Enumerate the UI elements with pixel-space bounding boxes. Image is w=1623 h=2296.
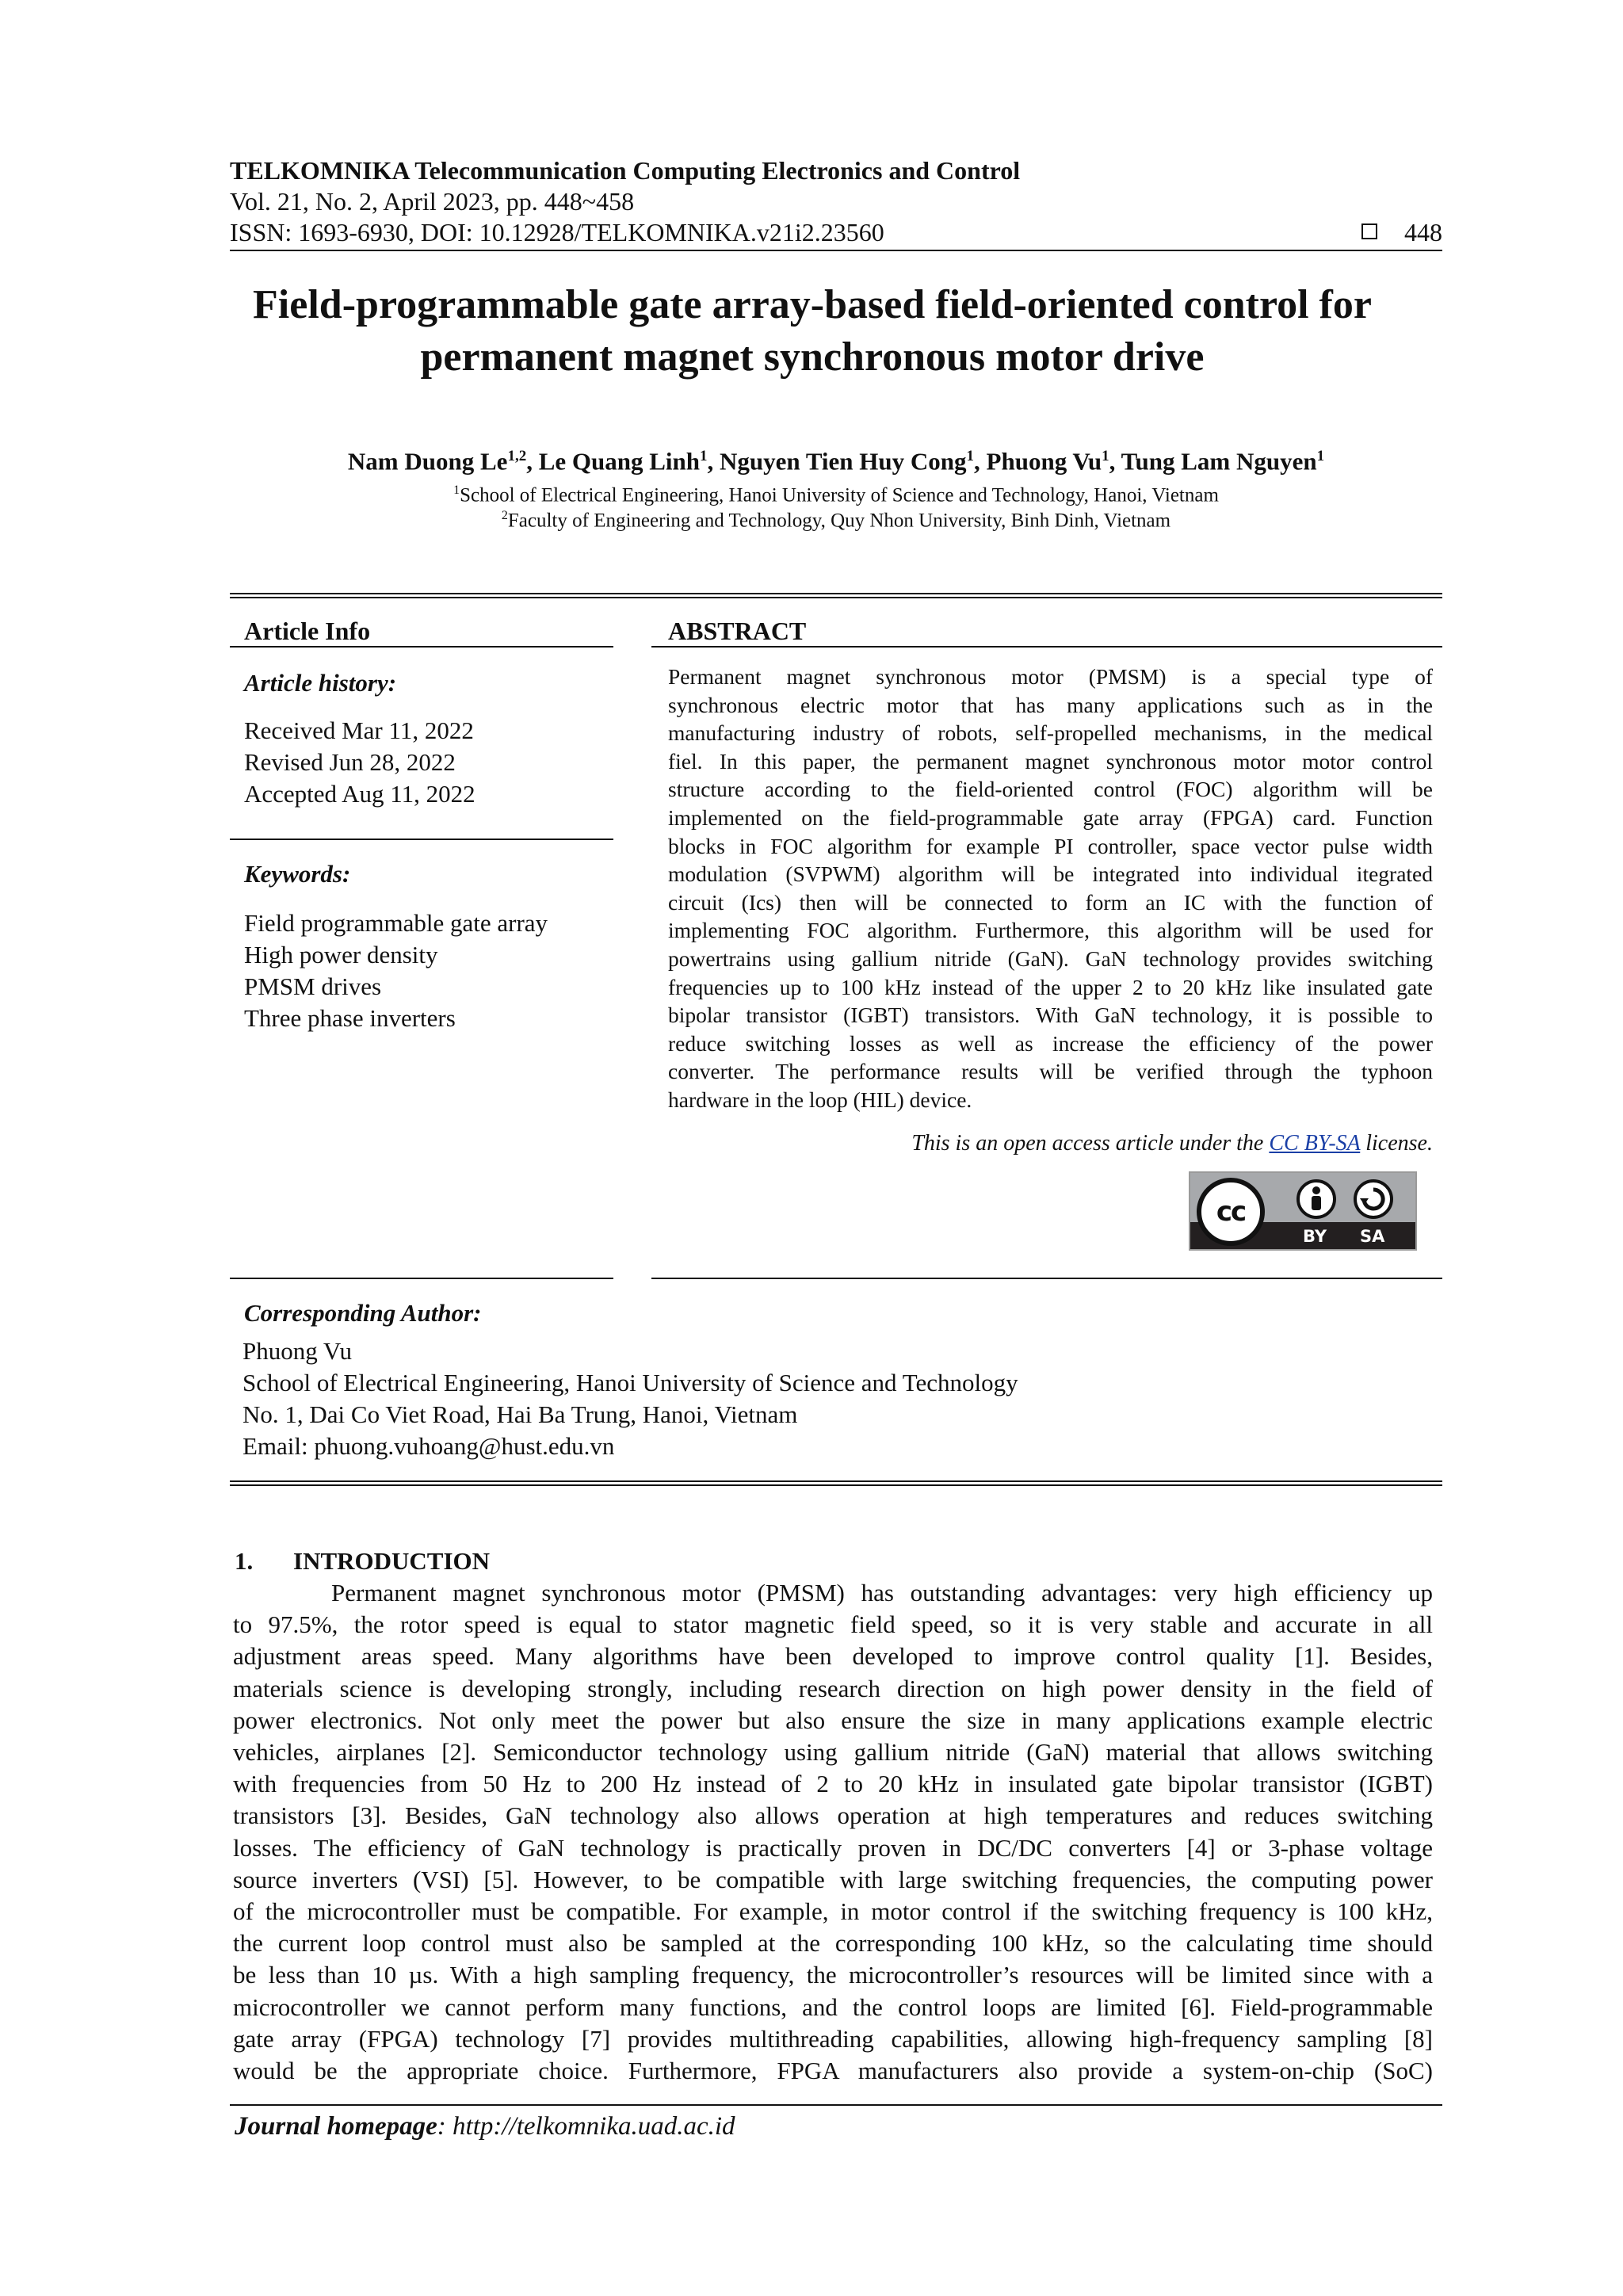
paragraph-line: with frequencies from 50 Hz to 200 Hz instead of 2 to 20 kHz in insulated gate bipolar transistor (IGBT) (233, 1770, 1433, 1798)
keywords-list (244, 907, 548, 1034)
paragraph-line: would be the appropriate choice. Furthermore, FPGA manufacturers also provide a system-on-chip (SoC) (233, 2057, 1433, 2085)
paper-title (182, 279, 1442, 384)
affiliation (230, 503, 1442, 533)
paragraph-line: to 97.5%, the rotor speed is equal to stator magnetic field speed, so it is very stable and accurate in all (233, 1610, 1433, 1639)
abstract-line: implemented on the field-programmable gate array (FPGA) card. Function (668, 804, 1433, 830)
author-affiliation-marker: 1 (966, 448, 975, 464)
corresponding-rule-2 (230, 1484, 1442, 1486)
title-line: permanent magnet synchronous motor drive (420, 334, 1205, 380)
abstract-bottom-rule (651, 1278, 1442, 1279)
section-title: INTRODUCTION (293, 1547, 491, 1575)
cc-by-sa-link[interactable]: CC BY-SA (1269, 1131, 1361, 1156)
author-list (230, 441, 1442, 477)
corresponding-details (242, 1335, 1018, 1462)
keyword: Three phase inverters (244, 1004, 456, 1032)
open-access-note (668, 1129, 1433, 1158)
author-separator: , (974, 447, 987, 476)
open-access-text: This is an open access article under the (911, 1131, 1270, 1156)
affiliation-marker: 1 (453, 483, 460, 497)
abstract-line: modulation (SVPWM) algorithm will be integrated into individual itegrated (668, 861, 1433, 887)
corresponding-line: Email: phuong.vuhoang@hust.edu.vn (242, 1432, 615, 1460)
paragraph-line: power electronics. Not only meet the power but also ensure the size in many applications example electric (233, 1706, 1433, 1734)
abstract-text (668, 663, 1433, 1114)
author-name: Nguyen Tien Huy Cong (720, 447, 967, 476)
corresponding-rule (230, 1480, 1442, 1482)
cc-icon: cc (1197, 1178, 1265, 1246)
title-line: Field-programmable gate array-based field-oriented control for (253, 282, 1372, 327)
author-separator: , (707, 447, 720, 476)
journal-homepage (235, 2110, 735, 2143)
abstract-line: converter. The performance results will be verified through the typhoon (668, 1059, 1433, 1084)
abstract-line: hardware in the loop (HIL) device. (668, 1087, 972, 1112)
introduction-body (233, 1577, 1433, 2087)
paragraph-line: be less than 10 µs. With a high sampling frequency, the microcontroller’s resources will be limited since with a (233, 1961, 1433, 1989)
author-affiliation-marker: 1,2 (507, 448, 527, 464)
page-number: 448 (1404, 218, 1442, 246)
paragraph-line: gate array (FPGA) technology [7] provides multithreading capabilities, allowing high-frequency sampling [8] (233, 2024, 1433, 2053)
paragraph-line: source inverters (VSI) [5]. However, to be compatible with large switching frequencies, the computing power (233, 1865, 1433, 1893)
abstract-line: structure according to the field-oriented control (FOC) algorithm will be (668, 777, 1433, 802)
info-top-rule-2 (230, 597, 1442, 598)
paragraph-line: of the microcontroller must be compatible. For example, in motor control if the switching frequency is 100 kHz, (233, 1897, 1433, 1926)
history-entry: Received Mar 11, 2022 (244, 716, 474, 744)
paragraph-line: adjustment areas speed. Many algorithms have been developed to improve control quality [1]. Besides, (233, 1642, 1433, 1671)
history-entry: Revised Jun 28, 2022 (244, 748, 456, 776)
corresponding-line: Phuong Vu (242, 1337, 352, 1365)
header-rule (230, 250, 1442, 251)
paragraph-line: losses. The efficiency of GaN technology is practically proven in DC/DC converters [4] or 3-phase voltage (233, 1833, 1433, 1862)
author-name: Le Quang Linh (538, 447, 700, 476)
article-history-list (244, 715, 475, 810)
abstract-line: synchronous electric motor that has many applications such as in the (668, 692, 1433, 717)
keywords-heading: Keywords: (244, 860, 351, 888)
section-heading-introduction (235, 1545, 490, 1577)
author-name: Tung Lam Nguyen (1121, 447, 1317, 476)
abstract-line: manufacturing industry of robots, self-propelled mechanisms, in the medical (668, 720, 1433, 746)
homepage-url[interactable]: http://telkomnika.uad.ac.id (453, 2112, 735, 2141)
corresponding-line: School of Electrical Engineering, Hanoi University of Science and Technology (242, 1369, 1018, 1396)
article-info-bottom-rule (230, 1278, 613, 1279)
history-rule (230, 839, 613, 840)
history-entry: Accepted Aug 11, 2022 (244, 780, 475, 808)
paragraph-line: materials science is developing strongly, including research direction on high power density in the field of (233, 1674, 1433, 1702)
badge-by-label: BY (1303, 1227, 1327, 1246)
author-affiliation-marker: 1 (1102, 448, 1109, 464)
abstract-line: powertrains using gallium nitride (GaN). GaN technology provides switching (668, 946, 1433, 971)
abstract-line: bipolar transistor (IGBT) transistors. With GaN technology, it is possible to (668, 1003, 1433, 1028)
affiliation-marker: 2 (501, 509, 508, 522)
paragraph-line: the current loop control must also be sampled at the corresponding 100 kHz, so the calculating time should (233, 1929, 1433, 1958)
paragraph-line: microcontroller we cannot perform many functions, and the control loops are limited [6]. Field-programmable (233, 1992, 1433, 2021)
homepage-sep: : (437, 2112, 453, 2141)
share-alike-icon (1354, 1179, 1393, 1219)
affiliation-text: Faculty of Engineering and Technology, Quy Nhon University, Binh Dinh, Vietnam (507, 510, 1171, 532)
abstract-line: fiel. In this paper, the permanent magnet synchronous motor motor control (668, 748, 1433, 774)
square-bullet-icon (1361, 223, 1377, 239)
author-separator: , (1109, 447, 1121, 476)
abstract-line: reduce switching losses as well as increase the efficiency of the power (668, 1030, 1433, 1056)
keyword: PMSM drives (244, 972, 382, 1000)
footer-rule (230, 2104, 1442, 2106)
homepage-label: Journal homepage (235, 2112, 437, 2141)
affiliation-text: School of Electrical Engineering, Hanoi University of Science and Technology, Hanoi, Vietnam (460, 484, 1219, 506)
journal-header (230, 155, 1442, 248)
corresponding-line: No. 1, Dai Co Viet Road, Hai Ba Trung, Hanoi, Vietnam (242, 1400, 798, 1428)
author-affiliation-marker: 1 (700, 448, 708, 464)
badge-sa-label: SA (1360, 1227, 1385, 1246)
abstract-line: frequencies up to 100 kHz instead of the upper 2 to 20 kHz like insulated gate (668, 974, 1433, 999)
open-access-text: license. (1360, 1131, 1433, 1156)
article-info-rule (230, 646, 613, 648)
paragraph-line: transistors [3]. Besides, GaN technology also allows operation at high temperatures and reduces switching (233, 1801, 1433, 1830)
info-top-rule (230, 593, 1442, 594)
section-number: 1. (235, 1547, 254, 1575)
abstract-line: blocks in FOC algorithm for example PI controller, space vector pulse width (668, 833, 1433, 858)
keyword: High power density (244, 941, 438, 968)
article-history-heading: Article history: (244, 669, 397, 697)
author-affiliation-marker: 1 (1316, 448, 1325, 464)
abstract-heading: ABSTRACT (668, 617, 807, 645)
journal-name: TELKOMNIKA Telecommunication Computing Electronics and Control (230, 156, 1021, 185)
paragraph-line: Permanent magnet synchronous motor (PMSM) has outstanding advantages: very high efficiency up (331, 1579, 1433, 1606)
author-separator: , (526, 447, 539, 476)
keyword: Field programmable gate array (244, 909, 548, 937)
paragraph-line: vehicles, airplanes [2]. Semiconductor technology using gallium nitride (GaN) material that allows switching (233, 1738, 1433, 1767)
article-info-heading: Article Info (244, 617, 371, 645)
abstract-line: Permanent magnet synchronous motor (PMSM) is a special type of (668, 664, 1433, 689)
author-name: Nam Duong Le (347, 447, 508, 476)
person-icon (1296, 1179, 1336, 1219)
abstract-rule (651, 646, 1442, 648)
author-name: Phuong Vu (986, 447, 1102, 476)
journal-volume: Vol. 21, No. 2, April 2023, pp. 448~458 (230, 187, 635, 216)
cc-by-sa-badge[interactable] (1189, 1171, 1417, 1251)
corresponding-heading: Corresponding Author: (244, 1299, 482, 1327)
abstract-line: implementing FOC algorithm. Furthermore, this algorithm will be used for (668, 918, 1433, 943)
abstract-line: circuit (Ics) then will be connected to form an IC with the function of (668, 889, 1433, 915)
journal-issn-doi: ISSN: 1693-6930, DOI: 10.12928/TELKOMNIKA.v21i2.23560 (230, 218, 884, 246)
